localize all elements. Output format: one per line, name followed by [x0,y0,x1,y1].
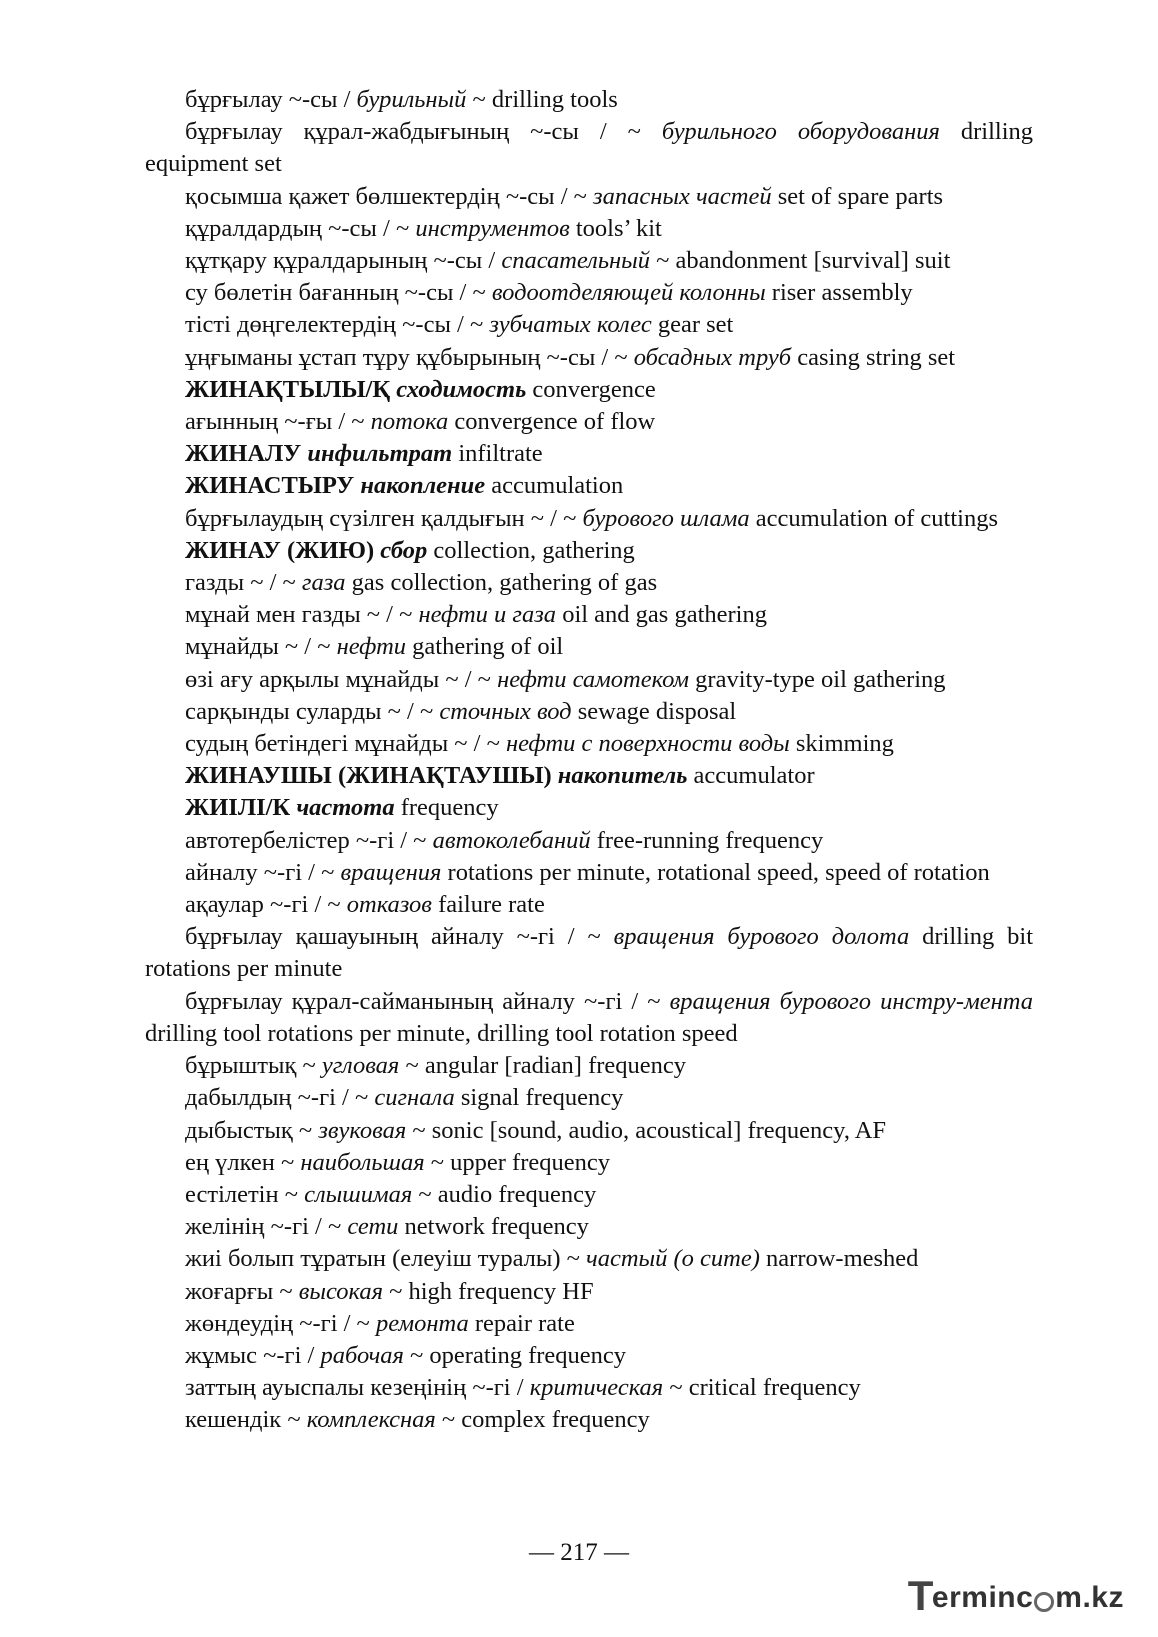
dictionary-entry [145,986,1033,1050]
entry-text: gear set [651,311,734,339]
entry-text: бұрғылау қашауының айналу ~-гі / ~ [185,923,614,951]
entry-text: бұрыштық ~ [185,1052,322,1080]
dictionary-entry [145,84,1033,116]
russian-term: автоколебаний [432,826,591,854]
entry-text: мұнайды ~ / ~ [185,633,337,661]
dictionary-entry [145,116,1033,180]
entry-text: ағынның ~-ғы / ~ [185,408,371,436]
russian-term: нефти [336,633,407,661]
entry-text: қосымша қажет бөлшектердің ~-сы / ~ [185,182,594,210]
russian-term: сигнала [374,1084,455,1112]
entry-text: collection, gathering [427,536,635,564]
entry-list [145,84,1033,1437]
entry-text: drilling equipment set [145,118,1034,178]
russian-term: обсадных труб [633,343,792,371]
entry-text: өзі ағу арқылы мұнайды ~ / ~ [185,665,498,693]
dictionary-entry [145,567,1033,599]
entry-text: accumulation [485,472,624,500]
headword: ЖИІЛІ/К [185,794,291,822]
dictionary-entry [145,889,1033,921]
dictionary-entry [145,181,1033,213]
headword: ЖИНАСТЫРУ [185,472,355,500]
dictionary-entry [145,1308,1033,1340]
russian-term: отказов [346,891,432,919]
russian-headword: накопление [360,472,486,500]
entry-text: жұмыс ~-гі / [185,1341,321,1369]
entry-text: riser assembly [765,279,913,307]
dictionary-entry [145,631,1033,663]
dictionary-entry [145,1211,1033,1243]
entry-text: ~ abandonment [survival] suit [649,247,951,275]
entry-text: дабылдың ~-гі / ~ [185,1084,375,1112]
page-number: — 217 — [529,1539,629,1566]
dictionary-entry [145,309,1033,341]
dictionary-entry [145,1179,1033,1211]
russian-term: рабочая [320,1341,404,1369]
entry-text: ~ complex frequency [435,1406,650,1434]
russian-term: наибольшая [300,1148,425,1176]
entry-text: signal frequency [454,1084,624,1112]
entry-text: ~ critical frequency [663,1374,861,1402]
entry-text: tools’ kit [569,214,662,242]
headword: ЖИНАЛУ [185,440,302,468]
entry-text: frequency [394,794,499,822]
entry-text: convergence of flow [448,408,656,436]
russian-term: звуковая [318,1116,407,1144]
entry-text: автотербелістер ~-гі / ~ [185,826,433,854]
russian-term: сточных вод [439,697,572,725]
russian-headword: сходимость [396,375,527,403]
entry-text: rotations per minute, rotational speed, speed of rotation [441,858,990,886]
russian-headword: сбор [380,536,428,564]
russian-term: комплексная [306,1406,436,1434]
entry-text: ~ high frequency HF [383,1277,594,1305]
russian-term: критическая [529,1374,664,1402]
headword: ЖИНАУ (ЖИЮ) [185,536,375,564]
entry-text: заттың ауыспалы кезеңінің ~-гі / [185,1374,530,1402]
entry-text: oil and gas gathering [556,601,767,629]
entry-text: casing string set [791,343,956,371]
dictionary-entry [145,213,1033,245]
dictionary-entry [145,1404,1033,1436]
dictionary-entry [145,535,1033,567]
dictionary-entry [145,245,1033,277]
russian-term: запасных частей [593,182,772,210]
entry-text: жөндеудің ~-гі / ~ [185,1309,376,1337]
entry-text: ~ upper frequency [424,1148,610,1176]
entry-text: ~ audio frequency [412,1180,597,1208]
russian-term: угловая [321,1052,400,1080]
logo-circle-icon [1034,1592,1054,1612]
entry-text: ~ drilling tools [466,86,618,113]
russian-term: бурильного оборудования [661,118,940,146]
dictionary-entry [145,1372,1033,1404]
russian-term: высокая [298,1277,383,1305]
russian-term: ремонта [375,1309,469,1337]
entry-text: бұрғылау құрал-жабдығының ~-сы / ~ [185,118,662,146]
entry-text: sewage disposal [571,697,737,725]
entry-text: ең үлкен ~ [185,1148,301,1176]
entry-text: газды ~ / ~ [185,569,302,597]
dictionary-entry [145,664,1033,696]
entry-text: ұңғыманы ұстап тұру құбырының ~-сы / ~ [185,343,634,371]
entry-text: ~ angular [radian] frequency [399,1052,687,1080]
dictionary-entry [145,792,1033,824]
entry-text: accumulation of cuttings [749,504,998,532]
russian-term: потока [370,408,449,436]
entry-text: skimming [789,730,894,758]
dictionary-entry [145,1243,1033,1275]
russian-term: частый (о сите) [586,1245,760,1273]
entry-text: ~ sonic [sound, audio, acoustical] frequency, AF [406,1116,887,1144]
dictionary-entry [145,599,1033,631]
entry-text: ~ operating frequency [403,1341,627,1369]
russian-term: нефти с поверхности воды [505,730,790,758]
dictionary-entry [145,696,1033,728]
entry-text: жоғарғы ~ [185,1277,299,1305]
russian-term: газа [301,569,346,597]
entry-text: gravity-type oil gathering [689,665,946,693]
dictionary-entry [145,825,1033,857]
entry-text: тісті дөңгелектердің ~-сы / ~ [185,311,490,339]
russian-term: нефти самотеком [497,665,690,693]
entry-text: network frequency [398,1213,589,1241]
entry-text: drilling tool rotations per minute, drilling tool rotation speed [145,1019,738,1047]
russian-term: бурильный [356,86,467,113]
entry-text: free-running frequency [590,826,824,854]
russian-headword: инфильтрат [307,440,453,468]
entry-text: gas collection, gathering of gas [345,569,658,597]
dictionary-entry [145,374,1033,406]
russian-term: вращения бурового долота [613,923,910,951]
entry-text: құтқару құралдарының ~-сы / [185,247,502,275]
dictionary-entry [145,438,1033,470]
russian-term: инструментов [415,214,570,242]
entry-text: failure rate [431,891,545,919]
russian-term: слышимая [304,1180,413,1208]
dictionary-entry [145,342,1033,374]
dictionary-entry [145,760,1033,792]
dictionary-entry [145,1082,1033,1114]
dictionary-entry [145,1115,1033,1147]
dictionary-entry [145,277,1033,309]
entry-text: судың бетіндегі мұнайды ~ / ~ [185,730,506,758]
russian-term: водоотделяющей колонны [491,279,766,307]
entry-text: су бөлетін бағанның ~-сы / ~ [185,279,492,307]
entry-text: set of spare parts [771,182,944,210]
russian-term: нефти и газа [418,601,557,629]
russian-term: зубчатых колес [489,311,652,339]
entry-text: дыбыстық ~ [185,1116,319,1144]
headword: ЖИНАҚТЫЛЫ/Қ [185,375,391,403]
dictionary-entry [145,857,1033,889]
termincom-logo: T erminc m.kz [907,1572,1124,1619]
russian-term: бурового шлама [582,504,750,532]
dictionary-entry [145,503,1033,535]
headword: ЖИНАУШЫ (ЖИНАҚТАУШЫ) [185,762,552,790]
entry-text: сарқынды суларды ~ / ~ [185,697,440,725]
entry-text: accumulator [687,762,815,790]
entry-text: айналу ~-гі / ~ [185,858,341,886]
entry-text: бұрғылау ~-сы / [185,86,357,113]
entry-text: жиі болып тұратын (елеуіш туралы) ~ [185,1245,587,1273]
entry-text: gathering of oil [406,633,564,661]
entry-text: мұнай мен газды ~ / ~ [185,601,419,629]
russian-term: вращения [340,858,442,886]
entry-text: repair rate [468,1309,575,1337]
entry-text: convergence [526,375,656,403]
entry-text: infiltrate [452,440,543,468]
dictionary-entry [145,728,1033,760]
russian-term: спасательный [501,247,650,275]
dictionary-entry [145,470,1033,502]
entry-text: бұрғылаудың сүзілген қалдығын ~ / ~ [185,504,583,532]
russian-term: сети [347,1213,399,1241]
dictionary-entry [145,1050,1033,1082]
entry-text: drilling bit rotations per minute [145,923,1033,983]
entry-text: бұрғылау құрал-сайманының айналу ~-гі / ~ [185,987,670,1015]
entry-text: narrow-meshed [759,1245,919,1273]
dictionary-entry [145,921,1033,985]
entry-text: желінің ~-гі / ~ [185,1213,348,1241]
entry-text: құралдардың ~-сы / ~ [185,214,416,242]
dictionary-entry [145,1340,1033,1372]
russian-headword: накопитель [557,762,688,790]
entry-text: естілетін ~ [185,1180,305,1208]
entry-text: кешендік ~ [185,1406,307,1434]
dictionary-entry [145,406,1033,438]
dictionary-entry [145,1276,1033,1308]
russian-headword: частота [296,794,395,822]
dictionary-entry [145,1147,1033,1179]
entry-text: ақаулар ~-гі / ~ [185,891,347,919]
russian-term: вращения бурового инстру-мента [669,987,1033,1015]
